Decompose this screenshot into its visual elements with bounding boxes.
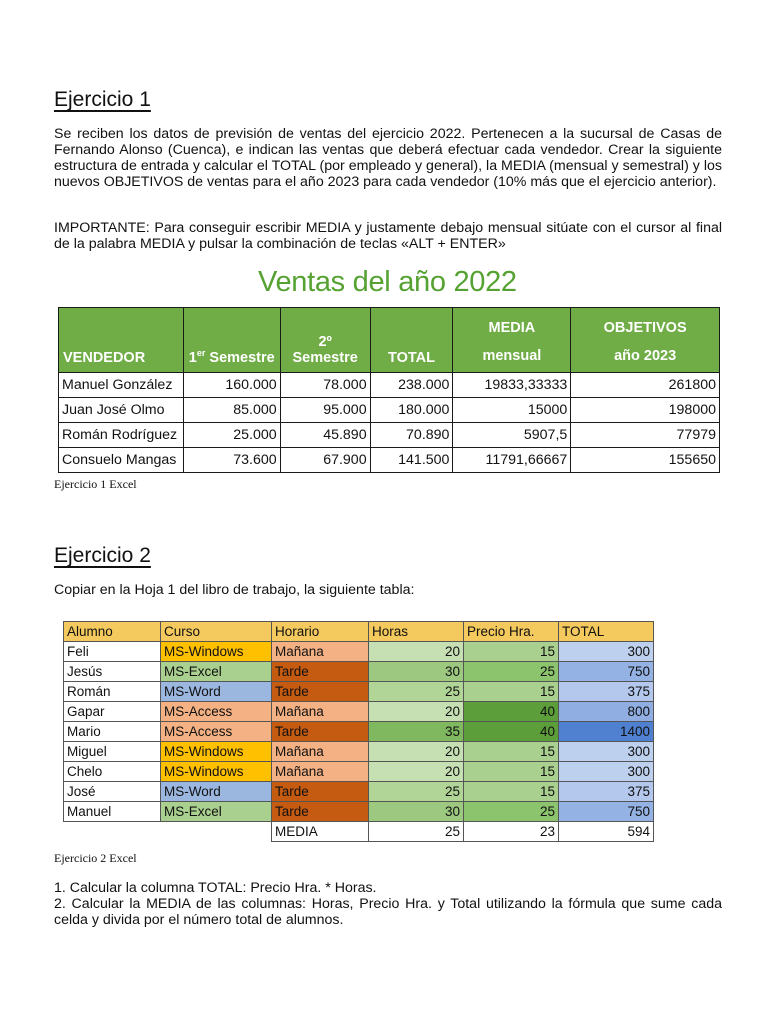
header-vendedor: VENDEDOR — [59, 308, 184, 373]
vendedor-cell: Juan José Olmo — [59, 398, 184, 423]
header-total: TOTAL — [370, 308, 453, 373]
precio-cell: 15 — [464, 782, 559, 802]
total-cell: 70.890 — [370, 423, 453, 448]
alumno-cell: Feli — [64, 642, 161, 662]
precio-cell: 25 — [464, 802, 559, 822]
header-objetivos: OBJETIVOS año 2023 — [571, 308, 720, 373]
empty-cell — [161, 822, 272, 842]
total-cell: 750 — [559, 802, 654, 822]
media-label-cell: MEDIA — [272, 822, 369, 842]
horas-cell: 35 — [369, 722, 464, 742]
semestre-1-cell: 85.000 — [183, 398, 280, 423]
curso-cell: MS-Word — [161, 682, 272, 702]
header-semestre-2: 2º Semestre — [280, 308, 370, 373]
semestre-1-cell: 160.000 — [183, 373, 280, 398]
students-table-row — [64, 682, 654, 702]
horario-cell: Mañana — [272, 762, 369, 782]
curso-cell: MS-Access — [161, 702, 272, 722]
header-alumno: Alumno — [64, 622, 161, 642]
students-table-row — [64, 742, 654, 762]
sales-table-title: Ventas del año 2022 — [258, 266, 517, 298]
ejercicio-2-intro: Copiar en la Hoja 1 del libro de trabajo, la siguiente tabla: — [54, 582, 415, 598]
objetivo-cell: 77979 — [571, 423, 720, 448]
total-cell: 375 — [559, 682, 654, 702]
students-table-row — [64, 642, 654, 662]
precio-cell: 40 — [464, 722, 559, 742]
header-curso: Curso — [161, 622, 272, 642]
semestre-2-cell: 45.890 — [280, 423, 370, 448]
alumno-cell: Manuel — [64, 802, 161, 822]
empty-cell — [64, 822, 161, 842]
horario-cell: Mañana — [272, 742, 369, 762]
vendedor-cell: Consuelo Mangas — [59, 448, 184, 473]
media-cell: 19833,33333 — [453, 373, 571, 398]
ejercicio-2-caption: Ejercicio 2 Excel — [54, 851, 137, 865]
students-table-row — [64, 762, 654, 782]
alumno-cell: Gapar — [64, 702, 161, 722]
precio-cell: 15 — [464, 682, 559, 702]
students-table-row — [64, 702, 654, 722]
ejercicio-2-step-2: 2. Calcular la MEDIA de las columnas: Horas, Precio Hra. y Total utilizando la fórmula que sume cada celda y divida por el número total de alumnos. — [54, 896, 722, 928]
alumno-cell: José — [64, 782, 161, 802]
students-table-row — [64, 802, 654, 822]
semestre-2-cell: 95.000 — [280, 398, 370, 423]
alumno-cell: Chelo — [64, 762, 161, 782]
header-horario: Horario — [272, 622, 369, 642]
media-cell: 15000 — [453, 398, 571, 423]
vendedor-cell: Román Rodríguez — [59, 423, 184, 448]
alumno-cell: Miguel — [64, 742, 161, 762]
total-cell: 300 — [559, 742, 654, 762]
total-cell: 300 — [559, 642, 654, 662]
curso-cell: MS-Access — [161, 722, 272, 742]
ejercicio-1-description: Se reciben los datos de previsión de ventas del ejercicio 2022. Pertenecen a la sucursal de Casas de Fernando Alonso (Cuenca), e indican las ventas que deberá efectuar cada vendedor. Crear la siguiente estructura de entrada y calcular el TOTAL (por empleado y general), la MEDIA (mensual y semestral) y los nuevos OBJETIVOS de ventas para el año 2023 para cada vendedor (10% más que el ejercicio anterior). — [54, 126, 722, 190]
precio-cell: 25 — [464, 662, 559, 682]
ejercicio-2-step-1: 1. Calcular la columna TOTAL: Precio Hra. * Horas. — [54, 880, 377, 896]
horario-cell: Tarde — [272, 682, 369, 702]
horas-cell: 25 — [369, 682, 464, 702]
precio-cell: 15 — [464, 742, 559, 762]
sales-table — [58, 307, 720, 473]
total-cell: 238.000 — [370, 373, 453, 398]
horas-cell: 20 — [369, 642, 464, 662]
vendedor-cell: Manuel González — [59, 373, 184, 398]
horario-cell: Mañana — [272, 702, 369, 722]
students-table-media-row — [64, 822, 654, 842]
horario-cell: Mañana — [272, 642, 369, 662]
total-cell: 800 — [559, 702, 654, 722]
horas-cell: 20 — [369, 702, 464, 722]
curso-cell: MS-Excel — [161, 802, 272, 822]
ejercicio-1-heading: Ejercicio 1 — [54, 88, 151, 111]
horas-cell: 20 — [369, 762, 464, 782]
objetivo-cell: 198000 — [571, 398, 720, 423]
media-horas-cell: 25 — [369, 822, 464, 842]
header-total: TOTAL — [559, 622, 654, 642]
curso-cell: MS-Windows — [161, 742, 272, 762]
sales-table-row — [59, 373, 720, 398]
semestre-2-cell: 67.900 — [280, 448, 370, 473]
horas-cell: 20 — [369, 742, 464, 762]
objetivo-cell: 155650 — [571, 448, 720, 473]
precio-cell: 15 — [464, 642, 559, 662]
media-cell: 11791,66667 — [453, 448, 571, 473]
students-table-row — [64, 722, 654, 742]
curso-cell: MS-Windows — [161, 762, 272, 782]
media-precio-cell: 23 — [464, 822, 559, 842]
horas-cell: 25 — [369, 782, 464, 802]
sales-table-row — [59, 448, 720, 473]
sales-table-row — [59, 423, 720, 448]
alumno-cell: Jesús — [64, 662, 161, 682]
objetivo-cell: 261800 — [571, 373, 720, 398]
students-table-header-row — [64, 622, 654, 642]
ejercicio-1-important-note: IMPORTANTE: Para conseguir escribir MEDIA y justamente debajo mensual sitúate con el cursor al final de la palabra MEDIA y pulsar la combinación de teclas «ALT + ENTER» — [54, 220, 722, 252]
total-cell: 300 — [559, 762, 654, 782]
horas-cell: 30 — [369, 662, 464, 682]
total-cell: 1400 — [559, 722, 654, 742]
header-precio-hra: Precio Hra. — [464, 622, 559, 642]
students-table-row — [64, 782, 654, 802]
header-semestre-1: 1er Semestre — [183, 308, 280, 373]
semestre-2-cell: 78.000 — [280, 373, 370, 398]
media-cell: 5907,5 — [453, 423, 571, 448]
horario-cell: Tarde — [272, 662, 369, 682]
precio-cell: 40 — [464, 702, 559, 722]
header-horas: Horas — [369, 622, 464, 642]
horario-cell: Tarde — [272, 722, 369, 742]
curso-cell: MS-Excel — [161, 662, 272, 682]
total-cell: 375 — [559, 782, 654, 802]
sales-table-header-row — [59, 308, 720, 373]
sales-table-row — [59, 398, 720, 423]
semestre-1-cell: 25.000 — [183, 423, 280, 448]
ejercicio-2-heading: Ejercicio 2 — [54, 544, 151, 567]
media-total-cell: 594 — [559, 822, 654, 842]
total-cell: 750 — [559, 662, 654, 682]
alumno-cell: Román — [64, 682, 161, 702]
students-table-row — [64, 662, 654, 682]
horas-cell: 30 — [369, 802, 464, 822]
curso-cell: MS-Word — [161, 782, 272, 802]
alumno-cell: Mario — [64, 722, 161, 742]
semestre-1-cell: 73.600 — [183, 448, 280, 473]
curso-cell: MS-Windows — [161, 642, 272, 662]
total-cell: 180.000 — [370, 398, 453, 423]
horario-cell: Tarde — [272, 782, 369, 802]
precio-cell: 15 — [464, 762, 559, 782]
students-table — [63, 621, 654, 842]
total-cell: 141.500 — [370, 448, 453, 473]
horario-cell: Tarde — [272, 802, 369, 822]
header-media-mensual: MEDIA mensual — [453, 308, 571, 373]
ejercicio-1-caption: Ejercicio 1 Excel — [54, 477, 137, 491]
